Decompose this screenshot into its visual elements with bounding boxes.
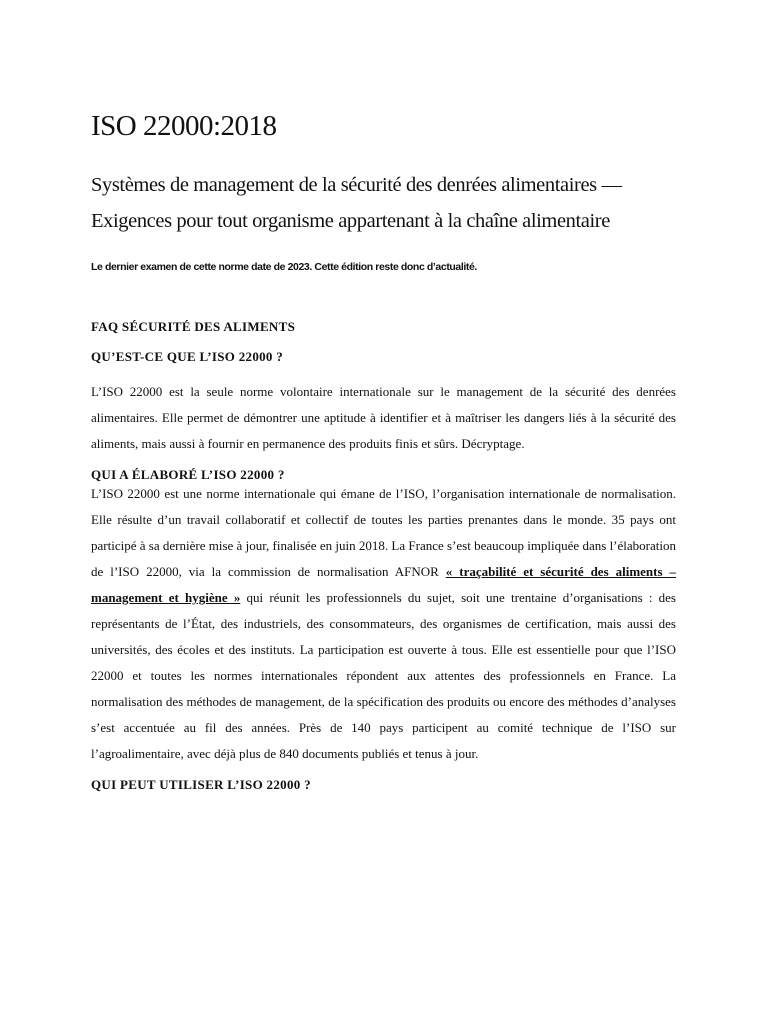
question-who-developed-iso-22000: QUI A ÉLABORÉ L’ISO 22000 ?: [91, 467, 285, 482]
answer-what-is-iso-22000: L’ISO 22000 est la seule norme volontaire internationale sur le management de la sécurité des denrées alimentaires. Elle permet de démontrer une aptitude à identifier et à maîtriser les dangers liés à la sécurité des aliments, mais aussi à fournir en permanence des produits finis et sûrs. Décryptage.: [91, 384, 676, 451]
document-page: [91, 110, 676, 807]
answer-text-after-link: qui réunit les professionnels du sujet, soit une trentaine d’organisations : des représentants de l’État, des industriels, des consommateurs, des organismes de certification, mais aussi des universités, des écoles et des instituts. La participation est ouverte à tous. Elle est essentielle pour que l’ISO 22000 et toutes les normes internationales répondent aux attentes des professionnels en France. La normalisation des méthodes de management, de la spécification des produits ou encore des méthodes d’analyses s’est accentuée au fil des années. Près de 140 pays participent au comité technique de l’ISO sur l’agroalimentaire, avec déjà plus de 840 documents publiés et tenus à jour.: [91, 590, 676, 761]
document-subtitle: Systèmes de management de la sécurité des denrées alimentaires — Exigences pour tout organisme appartenant à la chaîne alimentaire: [91, 174, 622, 232]
question-what-is-iso-22000: QU’EST-CE QUE L’ISO 22000 ?: [91, 349, 284, 364]
answer-who-developed-iso-22000: [91, 481, 676, 767]
afnor-commission-link[interactable]: « traçabilité et sécurité des aliments – management et hygiène »: [91, 564, 676, 605]
faq-heading: FAQ SÉCURITÉ DES ALIMENTS: [91, 319, 296, 334]
revision-note: Le dernier examen de cette norme date de 2023. Cette édition reste donc d’actualité.: [91, 261, 477, 273]
question-who-can-use-iso-22000: QUI PEUT UTILISER L’ISO 22000 ?: [91, 777, 311, 792]
answer-text-before-link: L’ISO 22000 est une norme internationale qui émane de l’ISO, l’organisation internationale de normalisation. Elle résulte d’un travail collaboratif et collectif de toutes les parties prenantes dans le monde. 35 pays ont participé à sa dernière mise à jour, finalisée en juin 2018. La France s’est beaucoup impliquée dans l’élaboration de l’ISO 22000, via la commission de normalisation AFNOR: [91, 486, 676, 579]
document-title: ISO 22000:2018: [91, 110, 277, 142]
